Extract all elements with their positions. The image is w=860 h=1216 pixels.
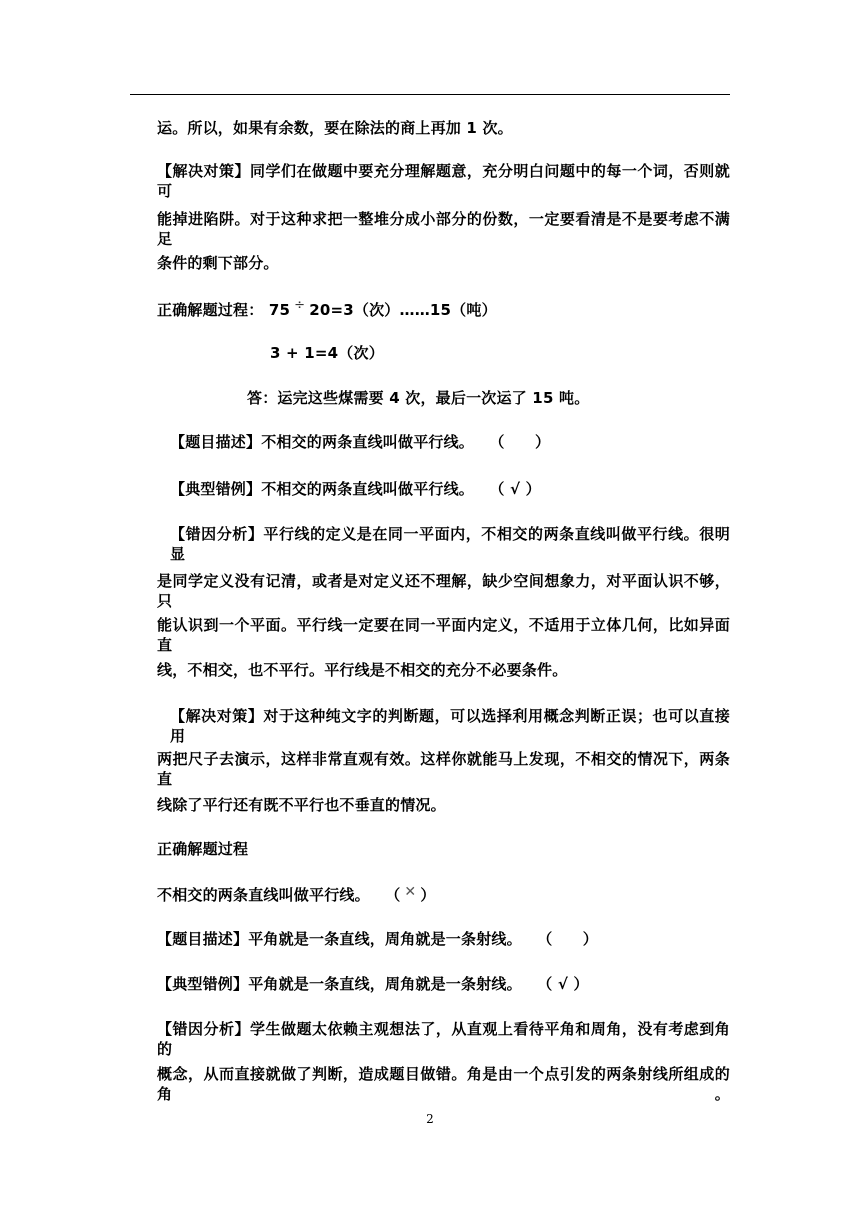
question-description: 【题目描述】不相交的两条直线叫做平行线。 （ ） bbox=[170, 433, 551, 451]
text-line: 条件的剩下部分。 bbox=[157, 254, 279, 272]
text-line: 【错因分析】平行线的定义是在同一平面内，不相交的两条直线叫做平行线。很明显 bbox=[170, 525, 730, 563]
statement-line bbox=[157, 885, 436, 906]
typical-error: 【典型错例】不相交的两条直线叫做平行线。 （ √ ） bbox=[170, 480, 541, 498]
text-line: 是同学定义没有记清，或者是对定义还不理解，缺少空间想象力，对平面认识不够，只 bbox=[157, 572, 730, 610]
division-sign: ÷ bbox=[294, 298, 306, 313]
text-line: 能认识到一个平面。平行线一定要在同一平面内定义，不适用于立体几何，比如异面直 bbox=[157, 616, 730, 654]
text-line: 运。所以，如果有余数，要在除法的商上再加 1 次。 bbox=[157, 119, 513, 137]
calc-dividend: 75 bbox=[268, 301, 291, 319]
text-line: 概念，从而直接就做了判断，造成题目做错。角是由一个点引发的两条射线所组成的角。 bbox=[157, 1065, 730, 1103]
page-number: 2 bbox=[426, 1112, 434, 1126]
calc-label: 正确解题过程： bbox=[157, 301, 264, 319]
text-line: 【解决对策】同学们在做题中要充分理解题意，充分明白问题中的每一个词，否则就可 bbox=[157, 162, 730, 200]
calc-result: 20=3（次）……15（吨） bbox=[309, 301, 497, 319]
text-line: 线，不相交，也不平行。平行线是不相交的充分不必要条件。 bbox=[157, 661, 568, 679]
typical-error: 【典型错例】平角就是一条直线，周角就是一条射线。 （ √ ） bbox=[157, 975, 589, 993]
text-line: 能掉进陷阱。对于这种求把一整堆分成小部分的份数，一定要看清是不是要考虑不满足 bbox=[157, 210, 730, 248]
section-heading: 正确解题过程 bbox=[157, 840, 249, 858]
text-line: 【解决对策】对于这种纯文字的判断题，可以选择利用概念判断正误；也可以直接用 bbox=[170, 707, 730, 745]
calculation-line bbox=[157, 300, 497, 322]
text-line: 两把尺子去演示，这样非常直观有效。这样你就能马上发现，不相交的情况下，两条直 bbox=[157, 750, 730, 788]
header-rule bbox=[130, 94, 730, 95]
calculation-line-2: 3 + 1=4（次） bbox=[270, 344, 384, 362]
text-line: 线除了平行还有既不平行也不垂直的情况。 bbox=[157, 796, 446, 814]
statement-close: ） bbox=[420, 886, 436, 904]
text-line: 【错因分析】学生做题太依赖主观想法了，从直观上看待平角和周角，没有考虑到角的 bbox=[157, 1020, 730, 1058]
answer-line: 答：运完这些煤需要 4 次，最后一次运了 15 吨。 bbox=[247, 389, 590, 407]
statement-text: 不相交的两条直线叫做平行线。 （ bbox=[157, 886, 401, 904]
question-description: 【题目描述】平角就是一条直线，周角就是一条射线。 （ ） bbox=[157, 930, 599, 948]
cross-icon: ✕ bbox=[404, 884, 417, 900]
